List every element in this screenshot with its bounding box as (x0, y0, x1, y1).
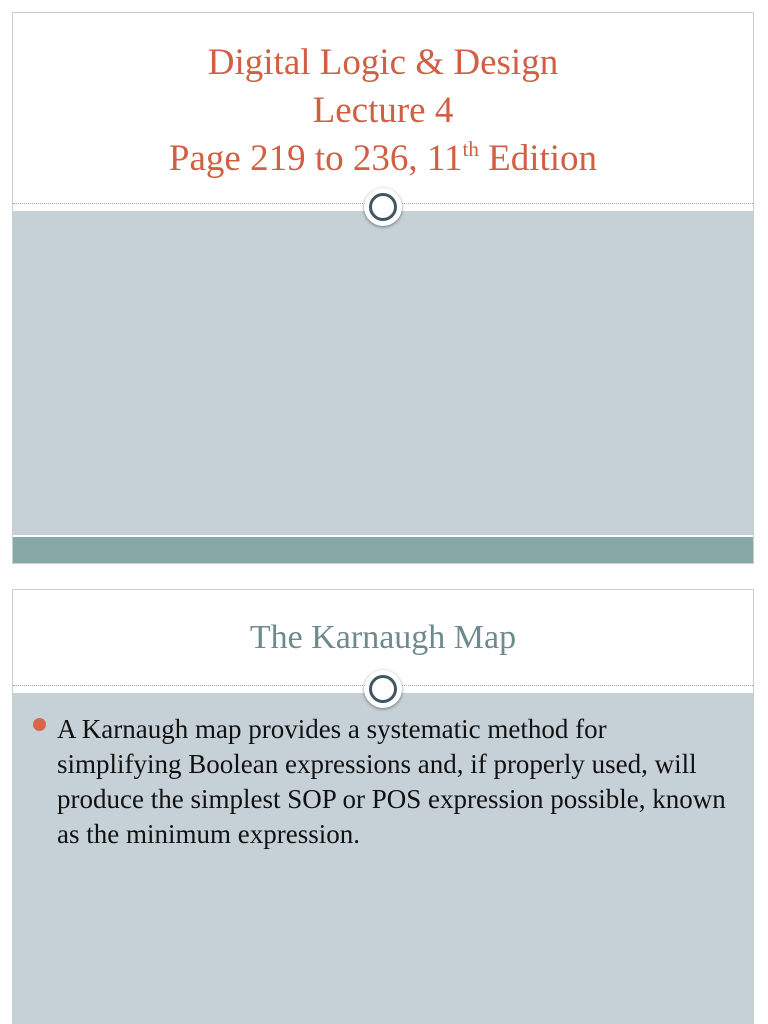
edition-text: Edition (478, 138, 598, 179)
slide-1 (12, 12, 754, 564)
slide-2-title: The Karnaugh Map (249, 619, 517, 656)
title-line-2: Lecture 4 (312, 90, 454, 131)
bullet-item (33, 712, 733, 852)
slide-1-body (13, 211, 753, 535)
slide-1-title-area (13, 13, 753, 203)
bullet-text: A Karnaugh map provides a systematic method for simplifying Boolean expressions and, if properly used, will produce the simplest SOP or POS expression possible, known as the minimum expression. (57, 714, 726, 849)
page-range-text: Page 219 to 236, 11 (168, 138, 463, 179)
slide-1-title (13, 13, 753, 183)
slide-2-body (13, 693, 753, 1024)
title-line-1: Digital Logic & Design (207, 42, 559, 83)
bullet-dot-icon (33, 718, 46, 731)
title-line-3 (13, 135, 753, 183)
slide-1-footer-bar (13, 537, 753, 563)
slide-2 (12, 589, 754, 1024)
circle-ornament-icon (364, 670, 402, 708)
ordinal-suffix: th (462, 137, 479, 161)
circle-ornament-icon (364, 188, 402, 226)
